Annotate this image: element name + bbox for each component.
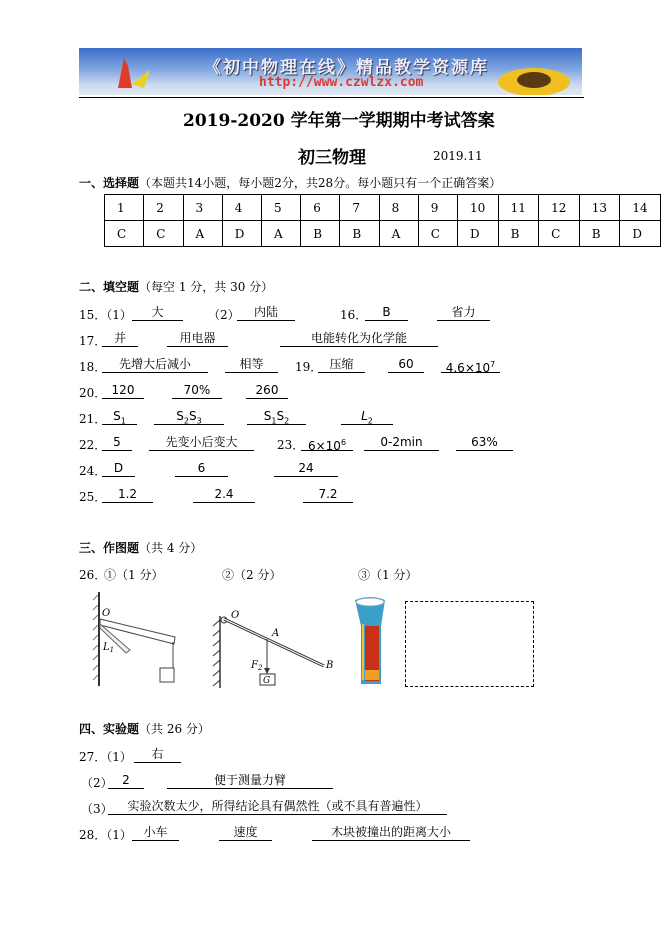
q16-label: 16． [340, 308, 368, 322]
answer-blank: 0-2min [364, 435, 439, 451]
q27-label: 27．（1） [79, 750, 132, 764]
answer-blank: 5 [102, 435, 132, 451]
section2-heading: 二、填空题（每空 1 分，共 30 分） [79, 280, 274, 294]
table-row-numbers [105, 195, 661, 221]
answer-blank: 先增大后减小 [102, 357, 208, 373]
answer-blank: 并 [102, 331, 138, 347]
question-number-cell: 13 [579, 195, 620, 221]
answer-cell: C [144, 221, 183, 247]
answer-blank: 压缩 [318, 357, 365, 373]
svg-text:F2: $F_2$ [251, 660, 263, 672]
q22-label: 22． [79, 438, 107, 452]
answer-blank: 260 [246, 383, 288, 399]
question-number-cell: 9 [418, 195, 457, 221]
section1-title: 一、选择题 [79, 176, 140, 190]
q28-label: 28．（1） [79, 828, 132, 842]
circuit-diagram-answer-box [405, 601, 534, 687]
section1-note: （本题共14小题，每小题2分，共28分。每小题只有一个正确答案） [139, 176, 502, 190]
section4-heading: 四、实验题（共 26 分） [79, 722, 210, 736]
answer-blank: 24 [274, 461, 338, 477]
answer-blank: 便于测量力臂 [167, 773, 333, 789]
answer-cell: B [301, 221, 340, 247]
answer-blank: 7.2 [303, 487, 353, 503]
answer-blank: $S_2S_3$ [154, 409, 224, 425]
q26-label: 26． [79, 568, 107, 582]
question-number-cell: 4 [222, 195, 261, 221]
answer-blank: 6 [175, 461, 228, 477]
answer-cell: B [579, 221, 620, 247]
question-number-cell: 10 [458, 195, 499, 221]
question-number-cell: 12 [539, 195, 580, 221]
question-number-cell: 14 [620, 195, 661, 221]
q25-label: 25． [79, 490, 107, 504]
question-number-cell: 5 [262, 195, 301, 221]
answer-blank: 小车 [132, 825, 179, 841]
answer-blank: 60 [388, 357, 424, 373]
answer-blank: 木块被撞出的距离大小 [312, 825, 470, 841]
answer-cell: C [105, 221, 144, 247]
logo-icon [114, 54, 154, 92]
answer-blank: $4.6\times 10^7$ [441, 357, 500, 373]
banner-title: 《初中物理在线》精品教学资源库 [204, 58, 489, 78]
q27-2-label: （2） [81, 776, 113, 790]
header-banner [79, 48, 582, 95]
point-o-label: O [102, 608, 111, 619]
lever-diagram-2 [210, 596, 345, 691]
question-number-cell: 7 [340, 195, 379, 221]
page-subtitle: 初三物理 [298, 148, 366, 168]
question-number-cell: 11 [498, 195, 539, 221]
answer-blank: 右 [134, 747, 181, 763]
answer-blank: 大 [132, 305, 183, 321]
answer-blank: B [365, 305, 408, 321]
q23-label: 23． [277, 438, 305, 452]
answer-cell: D [458, 221, 499, 247]
answer-blank: 63% [456, 435, 513, 451]
answer-blank: $S_1$ [102, 409, 137, 425]
flashlight-image [353, 596, 393, 688]
q27-3-label: （3） [81, 802, 113, 816]
answer-blank: 用电器 [167, 331, 228, 347]
sunflower-icon [494, 56, 574, 95]
page-title: 2019-2020 学年第一学期期中考试答案 [183, 111, 495, 131]
q26-part1: ①（1 分） [104, 568, 164, 582]
question-number-cell: 3 [183, 195, 222, 221]
date: 2019.11 [433, 149, 483, 163]
table-row-answers [105, 221, 661, 247]
answer-blank: 70% [172, 383, 222, 399]
answer-blank: 省力 [437, 305, 490, 321]
q26-part2: ②（2 分） [222, 568, 282, 582]
svg-text:G: G [263, 676, 271, 686]
svg-text:O: O [231, 610, 240, 621]
answer-blank: 2 [108, 773, 144, 789]
section1-heading [79, 174, 501, 191]
answer-blank: $6\times 10^6$ [301, 435, 353, 451]
answer-cell: A [262, 221, 301, 247]
q19-label: 19． [295, 360, 323, 374]
answer-cell: D [620, 221, 661, 247]
answer-table [104, 194, 661, 247]
question-number-cell: 1 [105, 195, 144, 221]
answer-blank: $L_2$ [341, 409, 393, 425]
lever-diagram-1 [90, 590, 190, 690]
answer-blank: 实验次数太少，所得结论具有偶然性（或不具有普遍性） [108, 799, 447, 815]
answer-cell: A [183, 221, 222, 247]
question-number-cell: 8 [379, 195, 418, 221]
q18-label: 18． [79, 360, 107, 374]
answer-blank: 1.2 [102, 487, 153, 503]
answer-cell: B [340, 221, 379, 247]
answer-cell: B [498, 221, 539, 247]
svg-text:L1: $L_1$ [103, 642, 115, 654]
q15-2-label: （2） [208, 308, 240, 322]
q26-part3: ③（1 分） [358, 568, 418, 582]
section3-heading: 三、作图题（共 4 分） [79, 541, 203, 555]
answer-blank: 速度 [219, 825, 272, 841]
answer-blank: 电能转化为化学能 [280, 331, 438, 347]
answer-blank: 相等 [225, 357, 278, 373]
svg-text:B: B [326, 660, 334, 671]
q20-label: 20． [79, 386, 107, 400]
header-rule [79, 97, 584, 98]
q24-label: 24． [79, 464, 107, 478]
q21-label: 21． [79, 412, 107, 426]
question-number-cell: 2 [144, 195, 183, 221]
answer-blank: D [102, 461, 135, 477]
answer-cell: A [379, 221, 418, 247]
answer-blank: $S_1S_2$ [247, 409, 306, 425]
answer-blank: 2.4 [193, 487, 255, 503]
banner-url: http://www.czwlzx.com [259, 75, 424, 90]
answer-blank: 120 [102, 383, 144, 399]
q17-label: 17． [79, 334, 107, 348]
question-number-cell: 6 [301, 195, 340, 221]
svg-text:A: A [272, 628, 280, 639]
answer-cell: C [418, 221, 457, 247]
answer-cell: D [222, 221, 261, 247]
q15-label: 15．（1） [79, 308, 132, 322]
answer-blank: 先变小后变大 [149, 435, 254, 451]
answer-blank: 内陆 [237, 305, 295, 321]
answer-cell: C [539, 221, 580, 247]
